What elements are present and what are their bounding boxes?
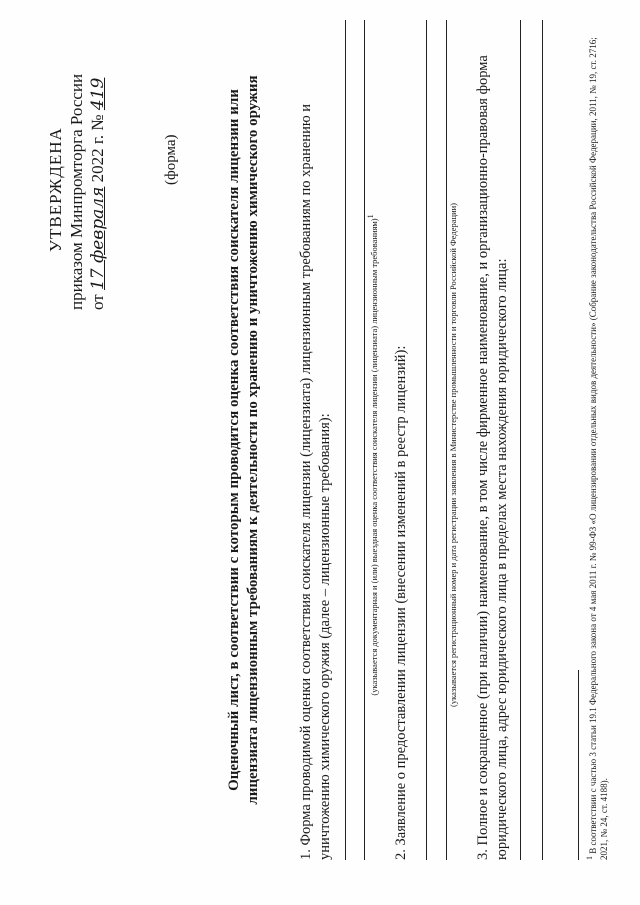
- form-label: (форма): [163, 134, 179, 185]
- section-2-fill-line-2: [446, 20, 447, 860]
- footnote-separator: [578, 670, 579, 860]
- footnote-marker: 1: [585, 856, 594, 860]
- section-1-fill-line-1: [345, 20, 346, 860]
- section-3-fill-line-2: [542, 20, 543, 860]
- section-1-hint: [366, 65, 379, 845]
- document-title: Оценочный лист, в соответствии с которым проводится оценка соответствия соискателя лицензии или лицензиата лицензионным требованиям к деятельности по хранению и уничтожению химического оружия: [226, 75, 261, 805]
- section-1-footnote-ref: 1: [366, 214, 375, 219]
- order-line: приказом Минпромторга России: [67, 73, 86, 310]
- section-1-hint-text: (указывается документарная и (или) выездная оценка соответствия соискателя лицензии (лицензиата) лицензионным требованиям): [368, 218, 379, 696]
- approval-block: [45, 10, 109, 310]
- section-1-fill-line-2: [364, 20, 365, 860]
- section-1-text: 1. Форма проводимой оценки соответствия соискателя лицензии (лицензиата) лицензионным требованиям по хранению и уничтожению химического оружия (далее – лицензионные требования):: [298, 103, 333, 860]
- date-prefix: от: [88, 294, 107, 310]
- footnote: [584, 20, 610, 860]
- handwritten-date: 17 февраля: [88, 186, 108, 291]
- order-date-line: [87, 10, 109, 310]
- footnote-text: В соответствии с частью 3 статьи 19.1 Федерального закона от 4 мая 2011 г. № 99-ФЗ «О лицензировании отдельных видов деятельности» (Собрание законодательства Российской Федерации, 2011, № 19, ст. 2716; 2021, № 24, ст. 4188).: [588, 37, 609, 860]
- section-3-fill-line-1: [520, 20, 521, 860]
- section-3-text: 3. Полное и сокращенное (при наличии) наименование, в том числе фирменное наименование, и организационно-правовая форма юридического лица, адрес юридического лица в пределах места нахождения юридического лица:: [475, 55, 510, 860]
- handwritten-number: 419: [88, 77, 108, 111]
- section-2-fill-line-1: [426, 20, 427, 860]
- section-2-hint: (указывается регистрационный номер и дата регистрации заявления в Министерстве промышленности и торговли Российской Федерации): [448, 202, 458, 708]
- section-2-text: 2. Заявление о предоставлении лицензии (внесении изменений в реестр лицензий):: [393, 345, 409, 860]
- date-year: 2022 г. №: [88, 114, 107, 183]
- approved-stamp-text: УТВЕРЖДЕНА: [46, 127, 65, 252]
